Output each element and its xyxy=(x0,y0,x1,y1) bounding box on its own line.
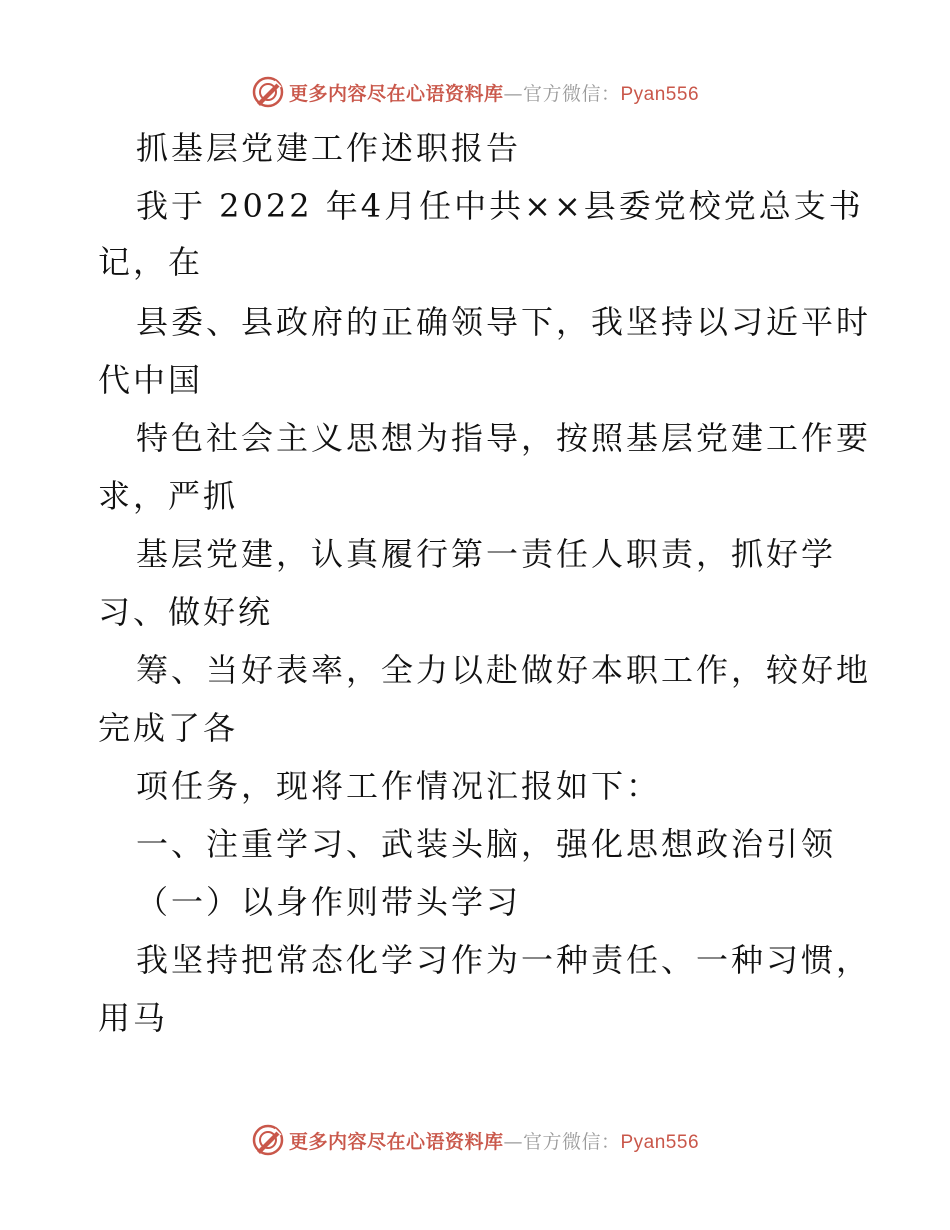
section-heading: 一、注重学习、武装头脑，强化思想政治引领 xyxy=(136,825,837,863)
paragraph-line: 县委、县政府的正确领导下，我坚持以习近平时 xyxy=(136,303,872,341)
watermark-label: 官方微信： xyxy=(522,82,621,105)
paragraph-line: 筹、当好表率，全力以赴做好本职工作，较好地 xyxy=(136,651,872,689)
header-watermark-text xyxy=(289,79,699,106)
subsection-heading: （一）以身作则带头学习 xyxy=(136,883,522,921)
paragraph-line: 记，在 xyxy=(98,243,204,281)
watermark-dash: — xyxy=(503,1130,523,1153)
paragraph-line: 求，严抓 xyxy=(98,477,239,515)
watermark-id: Pyan556 xyxy=(620,1131,700,1153)
paragraph-line: 我于 2022 年4月任中共××县委党校党总支书 xyxy=(136,187,864,225)
pen-logo-icon xyxy=(251,1123,285,1157)
paragraph-line: 习、做好统 xyxy=(98,593,274,631)
watermark-id: Pyan556 xyxy=(620,83,700,105)
doc-title: 抓基层党建工作述职报告 xyxy=(136,129,522,167)
paragraph-line: 我坚持把常态化学习作为一种责任、一种习惯， xyxy=(136,941,872,979)
watermark-main-text: 更多内容尽在心语资料库 xyxy=(288,1130,504,1153)
watermark-main-text: 更多内容尽在心语资料库 xyxy=(288,82,504,105)
paragraph-line: 完成了各 xyxy=(98,709,239,747)
paragraph-line: 基层党建，认真履行第一责任人职责，抓好学 xyxy=(136,535,837,573)
paragraph-line: 代中国 xyxy=(98,361,204,399)
paragraph-line: 特色社会主义思想为指导，按照基层党建工作要 xyxy=(136,419,872,457)
footer-watermark-text xyxy=(289,1127,699,1154)
header-watermark-banner xyxy=(0,72,950,112)
paragraph-line: 项任务，现将工作情况汇报如下： xyxy=(136,767,662,805)
footer-watermark-banner xyxy=(0,1120,950,1160)
watermark-dash: — xyxy=(503,82,523,105)
watermark-label: 官方微信： xyxy=(522,1130,621,1153)
paragraph-line: 用马 xyxy=(98,999,169,1037)
pen-logo-icon xyxy=(251,75,285,109)
